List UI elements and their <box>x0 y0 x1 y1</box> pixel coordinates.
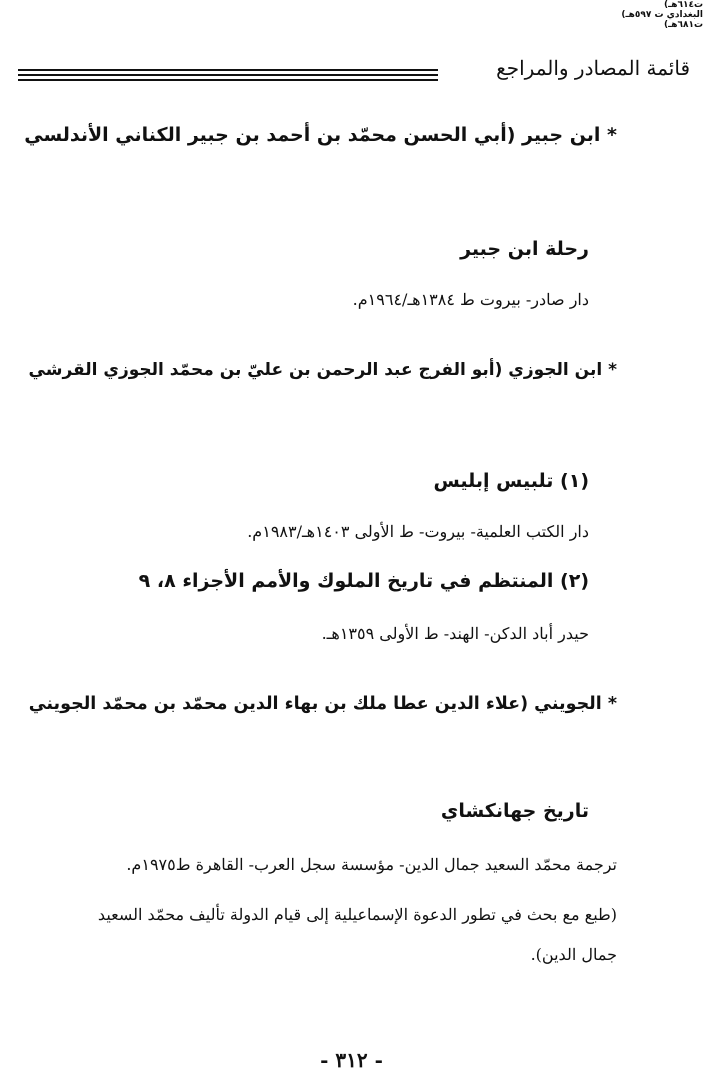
work-title: رحلة ابن جبير <box>460 238 589 260</box>
entry-title-continuation: ت٦١٤هـ) <box>664 0 703 10</box>
header-rule <box>18 69 438 71</box>
entry-title-continuation: ت٦٨١هـ) <box>664 20 703 30</box>
work-publisher: حيدر أباد الدكن- الهند- ط الأولى ١٣٥٩هـ. <box>321 624 589 643</box>
entry-note: (طبع مع بحث في تطور الدعوة الإسماعيلية إلى قيام الدولة تأليف محمّد السعيد <box>97 905 617 924</box>
work-publisher: دار صادر- بيروت ط ١٣٨٤هـ/١٩٦٤م. <box>352 290 589 309</box>
work-title: (٢) المنتظم في تاريخ الملوك والأمم الأجزاء ٨، ٩ <box>138 570 589 592</box>
work-title: (١) تلبيس إبليس <box>433 470 589 492</box>
page-number: - ٣١٢ - <box>320 1048 383 1072</box>
running-title: قائمة المصادر والمراجع <box>496 56 690 80</box>
work-publisher: دار الكتب العلمية- بيروت- ط الأولى ١٤٠٣هـ/١٩٨٣م. <box>247 522 589 541</box>
entry-title: * ابن جبير (أبي الحسن محمّد بن أحمد بن جبير الكناني الأندلسي <box>24 124 617 146</box>
entry-title: * ابن الجوزي (أبو الفرج عبد الرحمن بن عليّ بن محمّد الجوزي القرشي <box>28 360 617 380</box>
work-publisher: ترجمة محمّد السعيد جمال الدين- مؤسسة سجل العرب- القاهرة ط١٩٧٥م. <box>126 855 617 874</box>
entry-title-continuation: البغدادي ت ٥٩٧هـ) <box>621 10 703 20</box>
page-header <box>18 52 690 92</box>
entry-note-continuation: جمال الدين). <box>530 945 617 964</box>
work-title: تاريخ جهانكشاي <box>440 800 589 822</box>
header-rule <box>18 74 438 76</box>
entry-title: * الجويني (علاء الدين عطا ملك بن بهاء الدين محمّد بن محمّد الجويني <box>28 694 617 714</box>
header-rule <box>18 79 438 81</box>
